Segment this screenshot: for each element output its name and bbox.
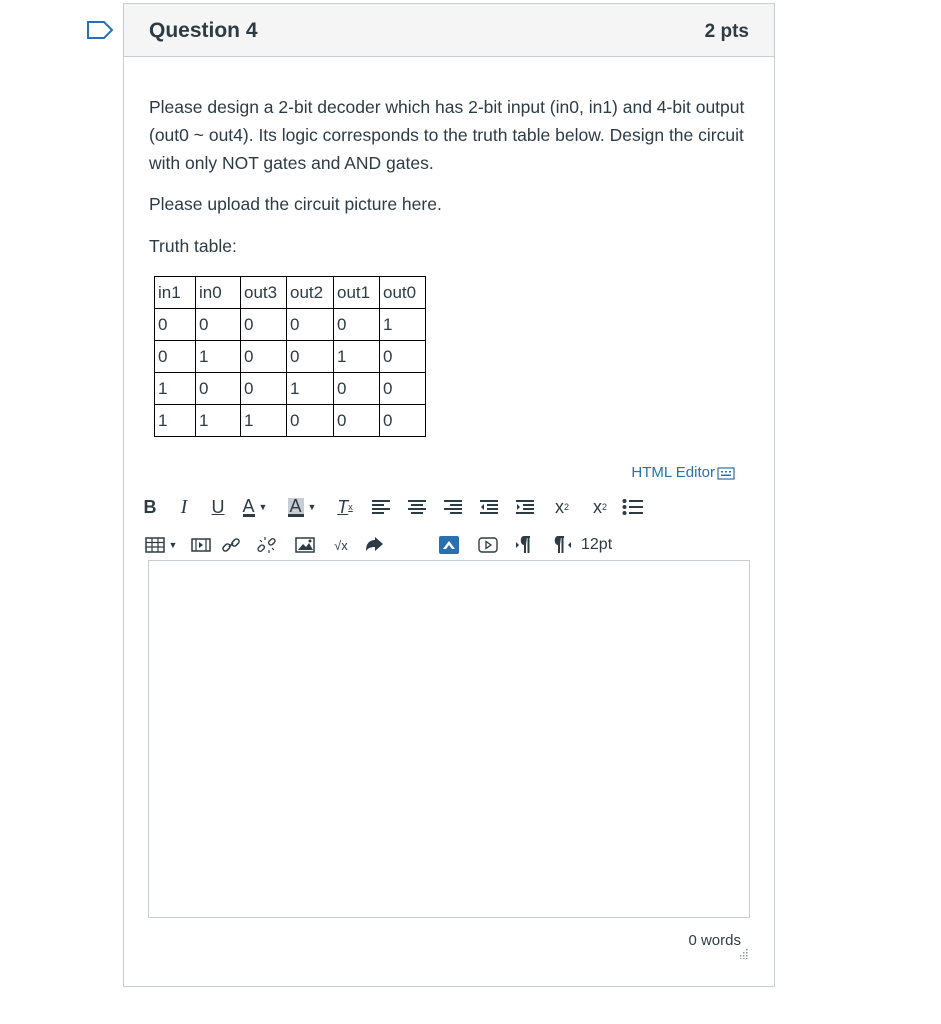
truth-table-row [155, 373, 426, 405]
table-cell: 0 [334, 373, 380, 405]
table-icon[interactable]: ▼ [135, 532, 187, 558]
table-cell: 0 [196, 373, 241, 405]
align-left-icon[interactable] [363, 494, 399, 520]
apps-icon[interactable] [429, 532, 469, 558]
table-cell: 1 [155, 373, 196, 405]
html-editor-link[interactable] [631, 464, 735, 481]
background-color-icon[interactable]: A ▼ [289, 495, 317, 516]
question-text: Please design a 2-bit decoder which has 2-bit input (in0, in1) and 4-bit output (out0 ~ out4). Its logic corresponds to the truth table below. Design the circuit with only NOT gates and AND gates. [149, 97, 745, 173]
truth-table-label: Truth table: [149, 236, 237, 256]
question-card [123, 3, 775, 987]
keyboard-icon [717, 466, 735, 480]
question-points: 2 pts [704, 21, 749, 42]
question-title: Question 4 [149, 19, 258, 42]
resize-handle-icon[interactable] [738, 949, 748, 959]
italic-icon[interactable]: I [180, 495, 188, 518]
table-cell: 0 [196, 309, 241, 341]
header-cell: in0 [196, 277, 241, 309]
table-cell: 0 [287, 341, 334, 373]
table-cell: 0 [155, 341, 196, 373]
table-cell: 1 [155, 405, 196, 437]
upload-instruction: Please upload the circuit picture here. [149, 194, 442, 214]
editor-toolbar-row-2 [135, 532, 612, 558]
truth-table-row [155, 405, 426, 437]
align-center-icon[interactable] [399, 494, 435, 520]
media-icon[interactable] [187, 532, 215, 558]
table-cell: 1 [334, 341, 380, 373]
question-header [124, 4, 774, 57]
header-cell: out1 [334, 277, 380, 309]
bullet-list-icon[interactable] [619, 494, 647, 520]
editor-toolbar-row-1 [135, 494, 647, 520]
rtl-direction-icon[interactable] [543, 532, 581, 558]
table-cell: 0 [334, 405, 380, 437]
header-cell: out3 [241, 277, 287, 309]
table-cell: 0 [380, 405, 426, 437]
truth-table-header-row [155, 277, 426, 309]
header-cell: out2 [287, 277, 334, 309]
table-cell: 0 [334, 309, 380, 341]
truth-table [154, 276, 426, 437]
unlink-icon[interactable] [247, 532, 287, 558]
text-color-icon[interactable]: A ▼ [242, 495, 268, 516]
indent-icon[interactable] [507, 494, 543, 520]
outdent-icon[interactable] [471, 494, 507, 520]
image-icon[interactable] [287, 532, 323, 558]
table-cell: 1 [380, 309, 426, 341]
video-play-icon[interactable] [469, 532, 507, 558]
table-cell: 0 [380, 373, 426, 405]
word-count: 0 words [688, 932, 741, 949]
subscript-icon[interactable]: x 2 [592, 496, 607, 517]
table-cell: 1 [241, 405, 287, 437]
link-icon[interactable] [215, 532, 247, 558]
table-cell: 0 [287, 405, 334, 437]
html-editor-label[interactable]: HTML Editor [631, 464, 715, 481]
underline-icon[interactable]: U [211, 496, 225, 517]
table-cell: 0 [287, 309, 334, 341]
ltr-direction-icon[interactable] [507, 532, 543, 558]
truth-table-row [155, 309, 426, 341]
truth-table-row [155, 341, 426, 373]
header-cell: in1 [155, 277, 196, 309]
table-cell: 0 [155, 309, 196, 341]
table-cell: 0 [380, 341, 426, 373]
table-cell: 0 [241, 341, 287, 373]
font-size-selector[interactable]: 12pt [581, 536, 613, 553]
table-cell: 1 [196, 405, 241, 437]
embed-icon[interactable] [359, 532, 429, 558]
flag-question-icon[interactable] [86, 21, 114, 39]
header-cell: out0 [380, 277, 426, 309]
table-cell: 1 [196, 341, 241, 373]
clear-formatting-icon[interactable]: T x [337, 496, 353, 517]
bold-icon[interactable]: B [143, 496, 157, 517]
equation-icon[interactable]: √x [334, 537, 348, 553]
table-cell: 0 [241, 373, 287, 405]
table-cell: 0 [241, 309, 287, 341]
answer-text-area[interactable] [148, 560, 750, 918]
align-right-icon[interactable] [435, 494, 471, 520]
superscript-icon[interactable]: x 2 [554, 496, 569, 517]
table-cell: 1 [287, 373, 334, 405]
